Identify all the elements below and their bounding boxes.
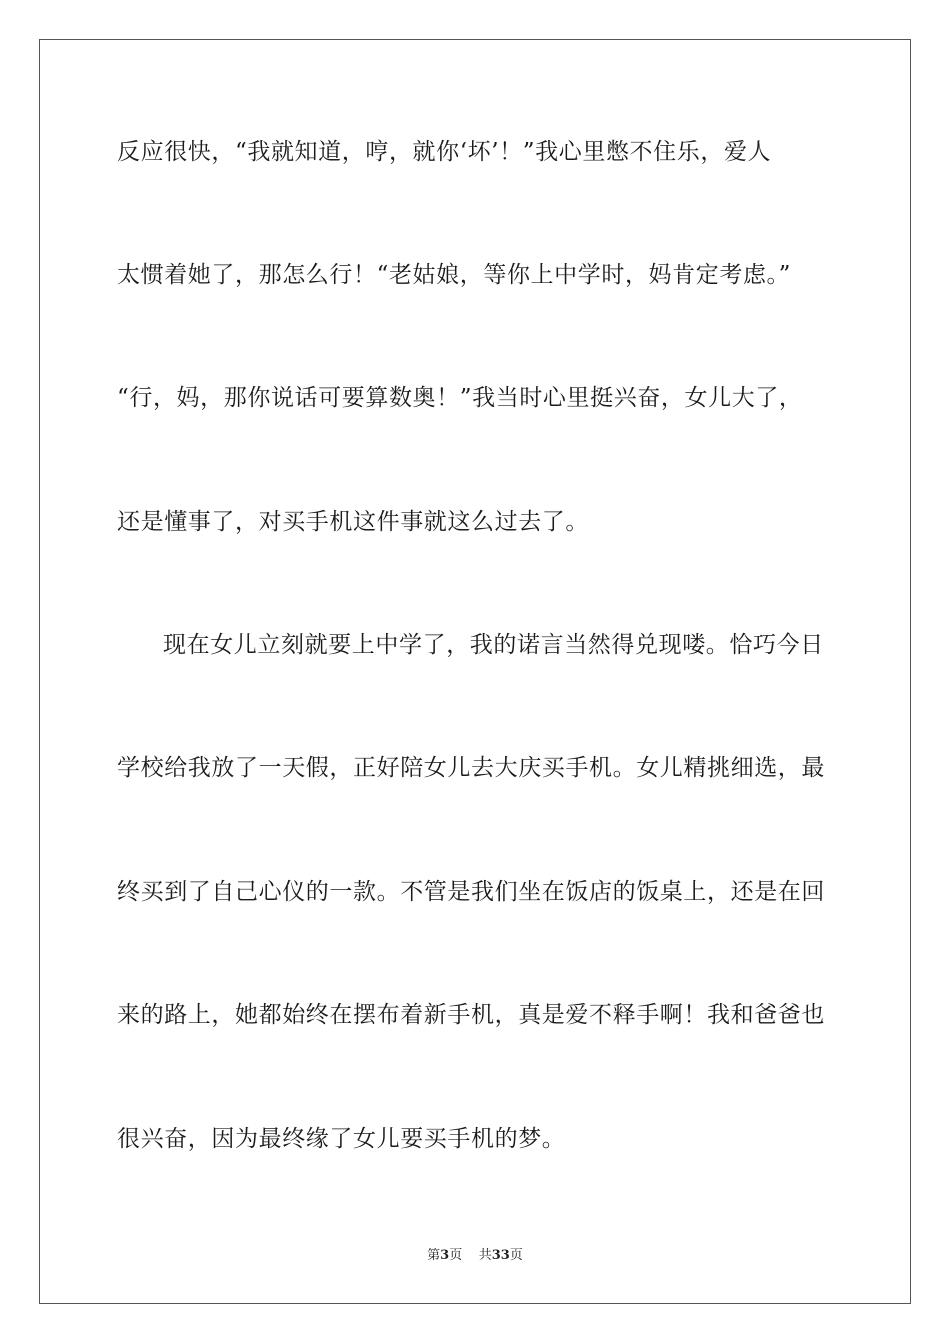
paragraph-line-2: 太惯着她了，那怎么行！“老姑娘，等你上中学时，妈肯定考虑。”: [117, 262, 792, 288]
paragraph-line-5: 现在女儿立刻就要上中学了，我的诺言当然得兑现喽。恰巧今日: [163, 632, 824, 658]
total-suffix: 页: [509, 1248, 523, 1263]
paragraph-line-4: 还是懂事了，对买手机这件事就这么过去了。: [117, 509, 589, 535]
paragraph-line-3: “行，妈，那你说话可要算数奥！”我当时心里挺兴奋，女儿大了，: [117, 385, 803, 411]
paragraph-line-9: 很兴奋，因为最终缘了女儿要买手机的梦。: [117, 1126, 566, 1152]
total-pages: 33: [491, 1248, 510, 1263]
paragraph-line-1: 反应很快，“我就知道，哼，就你‘坏’！”我心里憋不住乐，爱人: [117, 139, 772, 165]
paragraph-line-8: 来的路上，她都始终在摆布着新手机，真是爱不释手啊！我和爸爸也: [117, 1002, 825, 1028]
total-prefix: 共: [478, 1248, 492, 1263]
page-number: 3: [440, 1248, 450, 1263]
page-prefix: 第: [427, 1248, 441, 1263]
page-border: [39, 39, 911, 1304]
paragraph-line-6: 学校给我放了一天假，正好陪女儿去大庆买手机。女儿精挑细选，最: [117, 755, 825, 781]
page-suffix: 页: [449, 1248, 463, 1263]
page-footer: [0, 1247, 950, 1265]
paragraph-line-7: 终买到了自己心仪的一款。不管是我们坐在饭店的饭桌上，还是在回: [117, 879, 825, 905]
